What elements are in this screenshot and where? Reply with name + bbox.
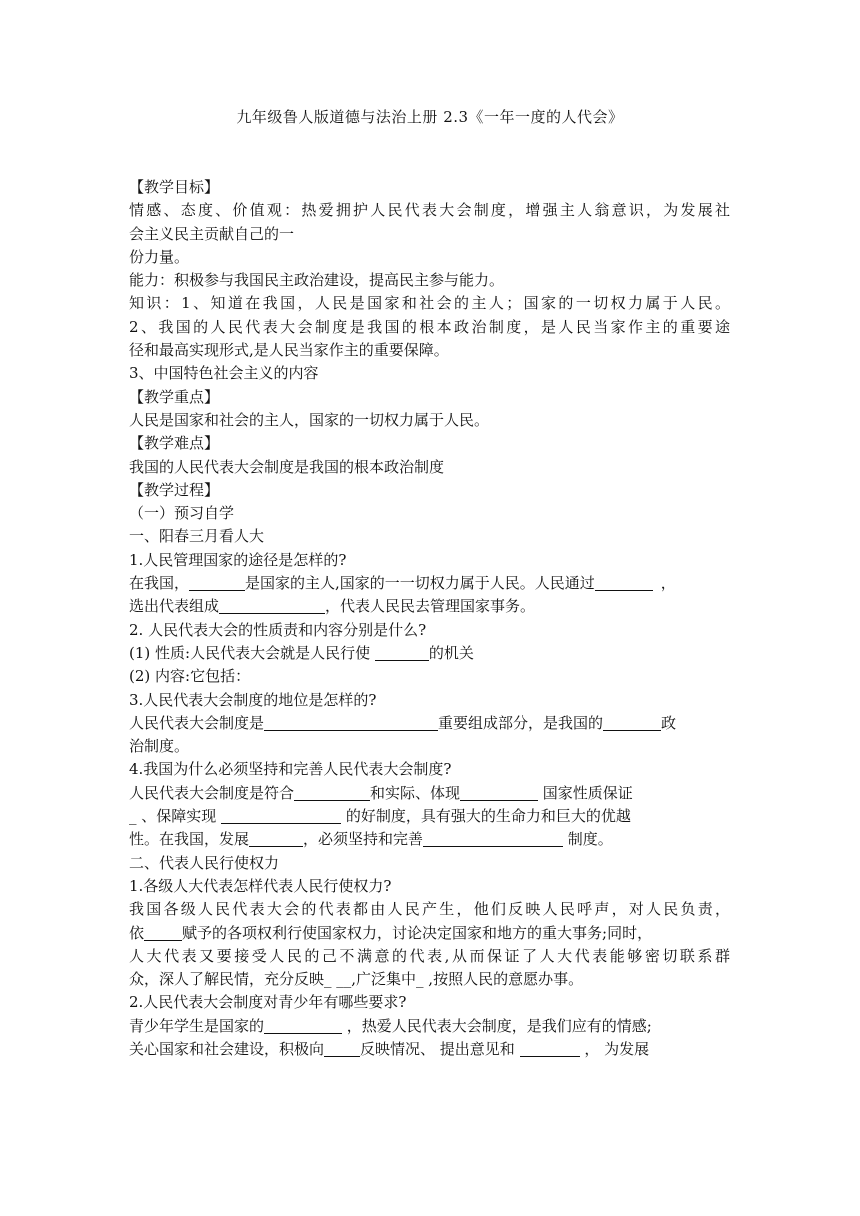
text-line: (2) 内容:它包括：: [129, 667, 251, 686]
text-line: 径和最高实现形式,是人民当家作主的重要保障。: [129, 341, 449, 360]
question-line: 1.各级人大代表怎样代表人民行使权力?: [129, 876, 392, 895]
fill-blank-line: 在我国， 是国家的主人,国家的一一切权力属于人民。人民通过 ，: [129, 574, 676, 593]
question-line: 4.我国为什么必须坚持和完善人民代表大会制度?: [129, 760, 452, 779]
fill-blank-line: 人民代表大会制度是 重要组成部分，是我国的 政: [129, 713, 677, 732]
text-line: 2、我国的人民代表大会制度是我国的根本政治制度，是人民当家作主的重要途: [129, 317, 730, 336]
text-line: 份力量。: [129, 247, 190, 266]
fill-blank-line: 关心国家和社会建设，积极向 反映情况、 提出意见和 ， 为发展: [129, 1039, 650, 1058]
answer-blank: [221, 807, 341, 824]
fill-blank-line: 选出代表组成 ，代表人民民去管理国家事务。: [129, 597, 536, 616]
answer-blank: [324, 1040, 360, 1057]
text-line: 我国各级人民代表大会的代表都由人民产生，他们反映人民呼声，对人民负责，: [129, 900, 730, 919]
answer-blank: [249, 830, 303, 847]
text-line: （一）预习自学: [129, 504, 235, 523]
section-heading: 【教学目标】: [129, 178, 220, 196]
answer-blank: [219, 597, 325, 614]
text-line: 众，深人了解民情，充分反映_ __,广泛集中_ ,按照人民的意愿办事。: [129, 970, 584, 989]
text-line: 情感、态度、价值观：热爱拥护人民代表大会制度，增强主人翁意识，为发展社: [129, 201, 730, 220]
text-line: 二、代表人民行使权力: [129, 853, 280, 872]
fill-blank-line: 性。在我国，发展 ，必须坚持和完善 制度。: [129, 830, 613, 849]
answer-blank: [423, 830, 563, 847]
fill-blank-line: (1) 性质:人民代表大会就是人民行使 的机关: [129, 643, 474, 662]
question-line: 2.人民代表大会制度对青少年有哪些要求?: [129, 993, 407, 1012]
question-line: 1.人民管理国家的途径是怎样的?: [129, 550, 347, 569]
answer-blank: [264, 714, 438, 731]
text-line: 我国的人民代表大会制度是我国的根本政治制度: [129, 457, 445, 476]
answer-blank: [603, 714, 661, 731]
section-heading: 【教学难点】: [129, 434, 220, 453]
answer-blank: [375, 644, 429, 661]
document-title: 九年级鲁人版道德与法治上册 2.3《一年一度的人代会》: [236, 108, 624, 126]
fill-blank-line: 依 赋予的各项权利行使国家权力，讨论决定国家和地方的重大事务;同时，: [129, 923, 653, 942]
fill-blank-line: 青少年学生是国家的 ，热爱人民代表大会制度，是我们应有的情感;: [129, 1016, 652, 1035]
fill-blank-line: _ 、保障实现 的好制度，具有强大的生命力和巨大的优越: [129, 807, 631, 826]
answer-blank: [189, 574, 245, 591]
text-line: 人民是国家和社会的主人，国家的一切权力属于人民。: [129, 410, 490, 429]
answer-blank: [460, 784, 538, 801]
section-heading: 【教学重点】: [129, 387, 220, 406]
answer-blank: [520, 1040, 580, 1057]
answer-blank: [595, 574, 653, 591]
section-heading: 【教学过程】: [129, 480, 220, 499]
text-line: 3、中国特色社会主义的内容: [129, 364, 319, 383]
text-line: 知识：1、知道在我国，人民是国家和社会的主人；国家的一切权力属于人民。: [129, 294, 730, 313]
text-line: 人大代表又要接受人民的己不满意的代表,从而保证了人大代表能够密切联系群: [129, 946, 730, 965]
answer-blank: [294, 784, 370, 801]
answer-blank: [264, 1017, 342, 1034]
answer-blank: [144, 924, 182, 941]
text-line: 能力：积极参与我国民主政治建设，提高民主参与能力。: [129, 271, 505, 290]
text-line: 治制度。: [129, 737, 190, 756]
text-line: 会主义民主贡献自己的一: [129, 224, 295, 243]
question-line: 2. 人民代表大会的性质责和内容分别是什么?: [129, 620, 427, 639]
text-line: 一、阳春三月看人大: [129, 527, 265, 546]
question-line: 3.人民代表大会制度的地位是怎样的?: [129, 690, 377, 709]
fill-blank-line: 人民代表大会制度是符合 和实际、体现 国家性质保证: [129, 783, 633, 802]
document-body: [129, 176, 730, 1061]
